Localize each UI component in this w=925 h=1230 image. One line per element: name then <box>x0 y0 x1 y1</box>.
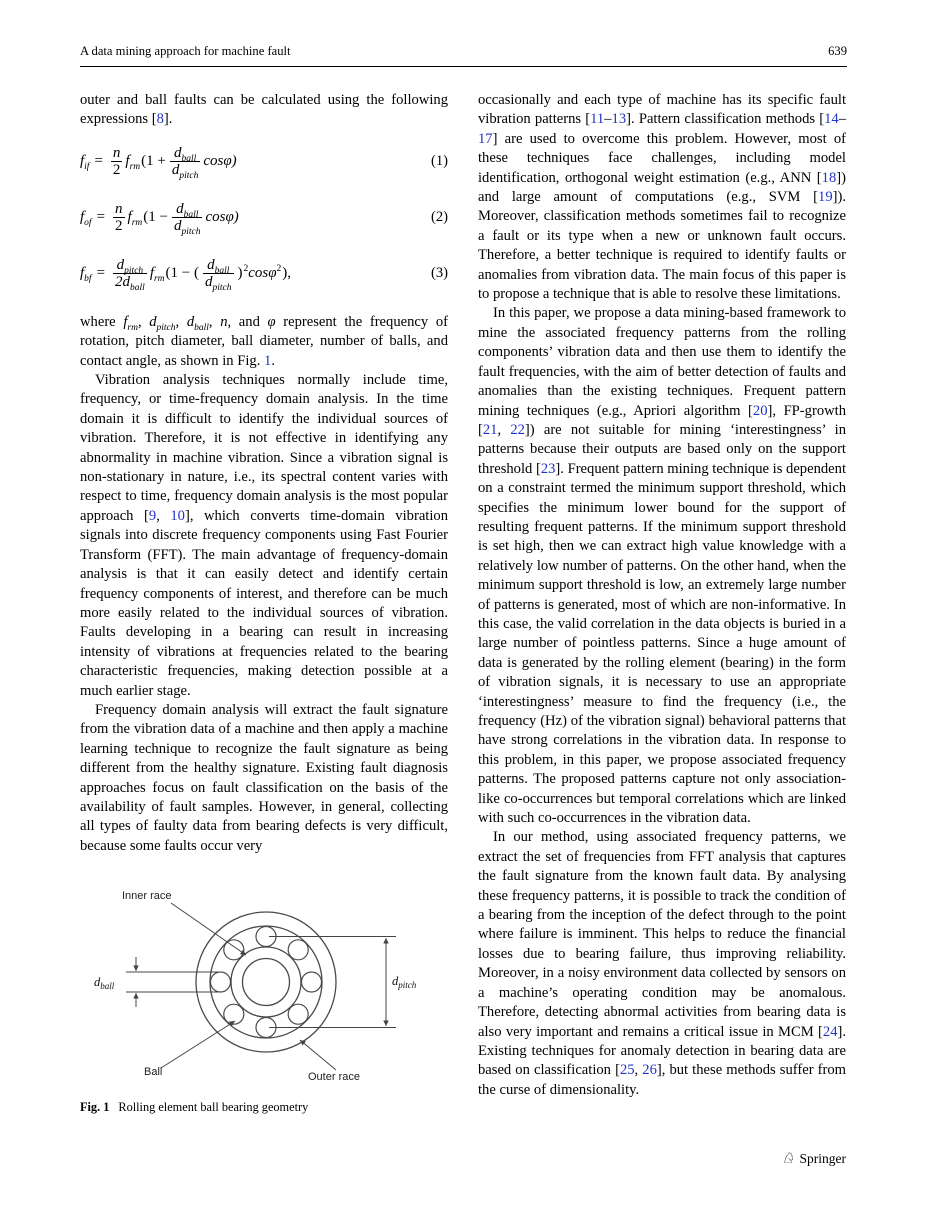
math-inline: n <box>220 313 228 330</box>
citation-link[interactable]: 18 <box>821 169 837 186</box>
figure-1 <box>80 882 448 1117</box>
math-symbol: f <box>80 208 85 225</box>
bearing-diagram <box>86 882 431 1087</box>
label-inner-race: Inner race <box>122 890 172 903</box>
math-symbol: f <box>80 152 85 169</box>
math-inline: $d_{pitch}$ <box>149 313 176 333</box>
figure-caption <box>80 1098 448 1117</box>
running-title: A data mining approach for machine fault <box>80 44 291 58</box>
citation-link[interactable]: 26 <box>642 1062 657 1079</box>
math-symbol: f <box>80 264 85 281</box>
equation-body: $f_{if}$ = $\frac{n}{2}$ $f_{rm}(1$ + $\frac{d_{ball}}{d_{pitch}}$ cosφ) <box>80 144 237 181</box>
equation-body: $f_{bf}$ = $\frac{d_{pitch}}{2d_{ball}}$ $f_{rm}(1$ − ( $\frac{d_{ball}}{d_{pitch}}$ )$^2$cosφ$^2$), <box>80 256 292 293</box>
paragraph: In our method, using associated frequency patterns, we extract the set of frequencies from FFT analysis that captures the fault signature from the known fault data. By analysing these frequency patterns, it is possible to track the condition of a bearing from the inception of the defect through to the point where failure is imminent. This helps to reduce the financial losses due to bearing failure, thus improving reliability. Moreover, in a noisy environment data collected by sensors on a machine’s operating condition may be anomalous. Therefore, detecting abnormal activities from bearing data is also very important and remains a critical issue in MCM [24]. Existing techniques for anomaly detection in bearing data are based on classification [25, 26], but these methods suffer from the curse of dimensionality. <box>478 829 847 1098</box>
citation-link[interactable]: 19 <box>818 189 833 206</box>
citation-link[interactable]: 24 <box>822 1023 838 1040</box>
citation-link[interactable]: 23 <box>540 460 556 477</box>
fraction: $\frac{n}{2}$ <box>112 144 121 178</box>
left-column <box>80 91 448 1118</box>
two-column-body <box>80 91 847 1118</box>
page-number: 639 <box>828 44 847 58</box>
citation-link[interactable]: 13 <box>611 111 627 128</box>
citation-link[interactable]: 21 <box>482 421 498 438</box>
equation-number: (1) <box>430 153 448 170</box>
right-column <box>478 91 846 1118</box>
citation-link[interactable]: 14 <box>824 111 839 128</box>
equation-1 <box>80 144 448 181</box>
page-header <box>80 44 847 67</box>
math-inline: $d_{ball}$ <box>186 313 209 333</box>
citation-link[interactable]: 25 <box>619 1062 635 1079</box>
equation-3 <box>80 256 448 293</box>
paragraph: occasionally and each type of machine has its specific fault vibration patterns [11–13]. Pattern classification methods [14–17] are used to overcome this problem. However, most of these techniques face challenges, including model identification, orthogonal weight estimation (e.g., ANN [18]) and large amount of computations (e.g., SVM [19]). Moreover, classification methods sometimes fail to recognize a fault or its type when a new or unknown fault occurs. Therefore, a better technique is required to identify faults or anomalies from vibration data. The main focus of this paper is to propose a technique that is able to resolve these limitations. <box>478 92 847 303</box>
label-d-ball: $d_{ball}$ <box>94 975 115 992</box>
citation-link[interactable]: 8 <box>156 111 164 128</box>
equation-number: (2) <box>430 209 448 226</box>
citation-link[interactable]: 11 <box>590 111 605 128</box>
fraction: $\frac{d_{ball}}{d_{pitch}}$ <box>171 144 199 181</box>
page-footer <box>782 1149 846 1168</box>
paragraph: Vibration analysis techniques normally include time, frequency, or time-frequency domain analysis. In the time domain it is difficult to identify the individual sources of vibration. Therefore, it is not effective in identifying any abnormality in machine vibration. Since a vibration signal is non-stationary in nature, i.e., its spectral content varies with respect to time, frequency domain analysis is the most popular approach [9, 10], which converts time-domain vibration signals into discrete frequency components using Fast Fourier Transform (FFT). The main advantage of frequency-domain analysis is that it can easily detect and identify certain frequency components of interest, and therefore can be much more easily related to the individual sources of vibration. Faults developing in a bearing can result in increasing intensity of vibrations at frequencies related to the bearing characteristic frequencies, making detection possible at a much earlier stage. <box>80 372 448 699</box>
label-ball: Ball <box>144 1066 163 1079</box>
paragraph: In this paper, we propose a data mining-based framework to mine the associated frequency patterns from the rolling components’ vibration data and then use them to identify the fault frequencies, with the aim of better detection of faults and anomalies than the existing techniques. Frequent pattern mining techniques (e.g., Apriori algorithm [20], FP-growth [21, 22]) are not suitable for mining ‘interestingness’ in patterns because their outputs are based only on the support threshold [23]. Frequent pattern mining technique is dependent on a constraint termed the minimum support threshold, which specifies the minimum lower bound for the support of resulting frequent patterns. If the minimum support threshold is set high, then we can extract high value knowledge with a relatively low number of patterns. On the other hand, when the minimum support threshold is low, an extremely large number of patterns is generated, most of which are non-informative. In this case, the valid correlation in the data objects is buried in a large number of pointless patterns. Since a huge amount of data is generated by the rolling element (bearing) in the form of vibration signals, it is necessary to use an appropriate ‘interestingness’ measure to find the frequency (i.e., the frequency (Hz) of the vibration signal) behavioral patterns that have strong correlations in the vibration data. In response to this problem, in this paper, we propose associated frequency patterns. The proposed patterns capture not only association-like co-occurrences but temporal correlations which are linked with such co-occurrences in the vibration data. <box>478 305 847 827</box>
paragraph: outer and ball faults can be calculated using the following expressions [8]. <box>80 92 448 128</box>
fraction: $\frac{d_{ball}}{d_{pitch}}$ <box>205 256 232 293</box>
citation-link[interactable]: 1 <box>264 352 272 369</box>
label-d-pitch: $d_{pitch}$ <box>392 974 417 991</box>
springer-logo-icon: ♘ <box>782 1151 796 1167</box>
label-outer-race: Outer race <box>308 1071 360 1084</box>
fraction: $\frac{d_{pitch}}{2d_{ball}}$ <box>115 256 145 293</box>
equation-number: (3) <box>430 265 448 282</box>
citation-link[interactable]: 10 <box>170 507 185 524</box>
publisher-name: Springer <box>799 1150 846 1166</box>
figure-caption-label: Fig. 1 <box>80 1100 110 1115</box>
paragraph: Frequency domain analysis will extract the fault signature from the vibration data of a machine and then apply a machine learning technique to recognize the fault signature as being different from the healthy signature. Existing fault diagnosis approaches focus on fault classification on the basis of the availability of fault samples. However, in general, collecting all types of faulty data from bearing defects is very difficult, because some faults occur very <box>80 701 448 854</box>
citation-link[interactable]: 22 <box>510 421 525 438</box>
citation-link[interactable]: 20 <box>752 402 768 419</box>
paragraph: where $f_{rm}$, $d_{pitch}$, $d_{ball}$, n, and φ represent the frequency of rotation, pitch diameter, ball diameter, number of balls, and contact angle, as shown in Fig. 1. <box>80 313 448 369</box>
figure-caption-text: Rolling element ball bearing geometry <box>118 1100 309 1115</box>
fraction: $\frac{d_{ball}}{d_{pitch}}$ <box>173 200 201 237</box>
math-inline: $f_{rm}$ <box>123 313 138 333</box>
equation-body: $f_{of}$ = $\frac{n}{2}$ $f_{rm}(1$ − $\frac{d_{ball}}{d_{pitch}}$ cosφ) <box>80 200 239 237</box>
math-inline: φ <box>267 313 276 330</box>
equation-2 <box>80 200 448 237</box>
fraction: $\frac{n}{2}$ <box>115 200 123 234</box>
citation-link[interactable]: 17 <box>478 130 493 147</box>
citation-link[interactable]: 9 <box>148 507 157 524</box>
bearing-balls <box>211 927 322 1038</box>
